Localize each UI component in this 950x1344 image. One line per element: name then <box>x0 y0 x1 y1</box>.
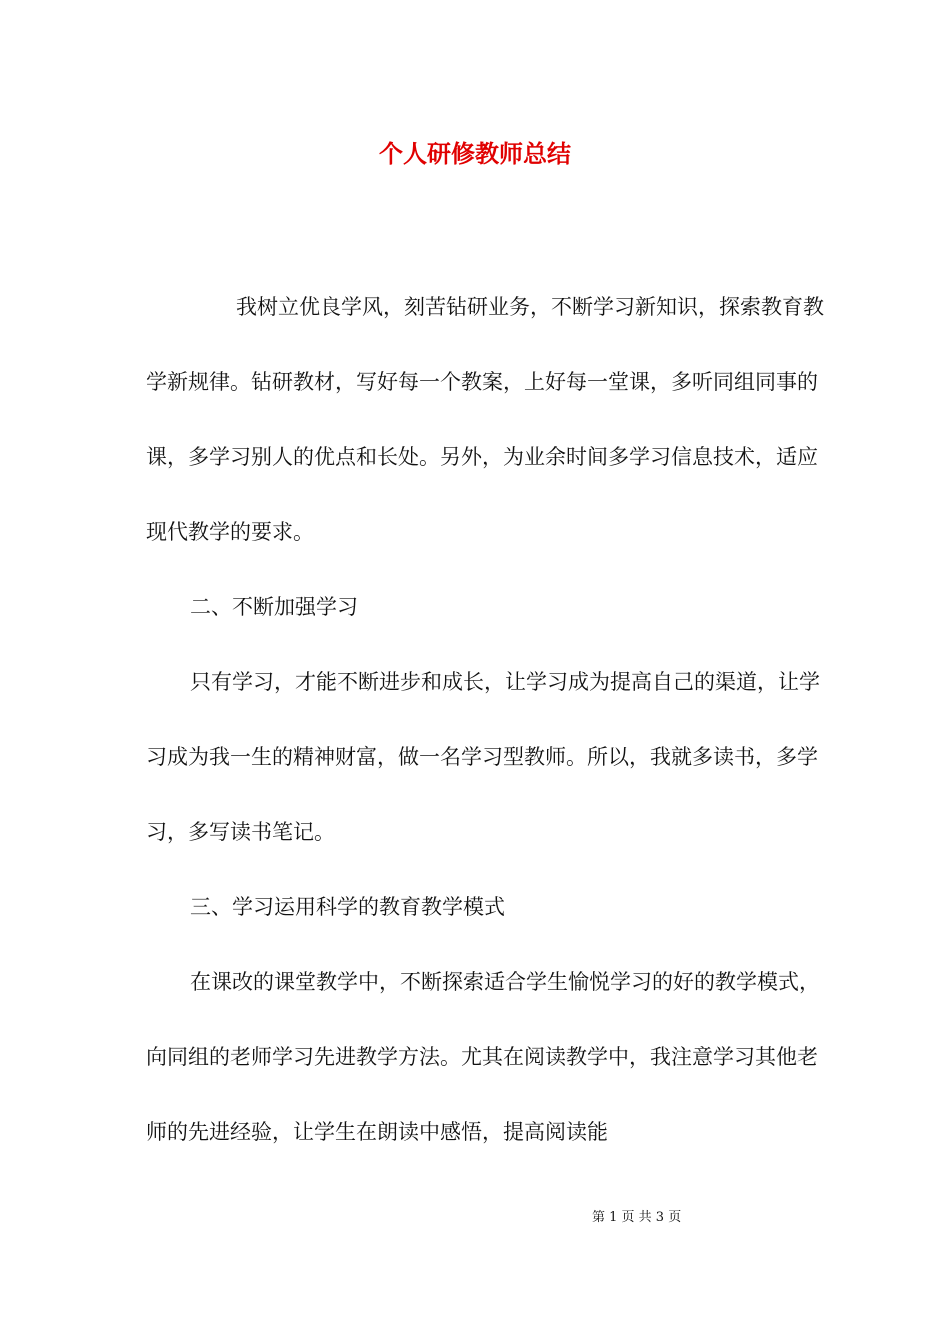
section-heading-strengthen-learning: 二、不断加强学习 <box>190 595 358 619</box>
document-title: 个人研修教师总结 <box>379 139 571 168</box>
paragraph-classroom-reform: 在课改的课堂教学中，不断探索适合学生愉悦学习的好的教学模式，向同组的老师学习先进教学方法。尤其在阅读教学中，我注意学习其他老师的先进经验，让学生在朗读中感悟，提高阅读能 <box>146 970 820 1144</box>
paragraph-study-habits: 我树立优良学风，刻苦钻研业务，不断学习新知识，探索教育教学新规律。钻研教材，写好每一个教案，上好每一堂课，多听同组同事的课，多学习别人的优点和长处。另外，为业余时间多学习信息技术，适应现代教学的要求。 <box>146 295 824 544</box>
document-body <box>146 270 836 1170</box>
section-heading-teaching-mode: 三、学习运用科学的教育教学模式 <box>190 895 505 919</box>
page-number-footer: 第 1 页 共 3 页 <box>592 1210 682 1225</box>
paragraph-continuous-learning: 只有学习，才能不断进步和成长，让学习成为提高自己的渠道，让学习成为我一生的精神财富，做一名学习型教师。所以，我就多读书，多学习，多写读书笔记。 <box>146 670 820 844</box>
